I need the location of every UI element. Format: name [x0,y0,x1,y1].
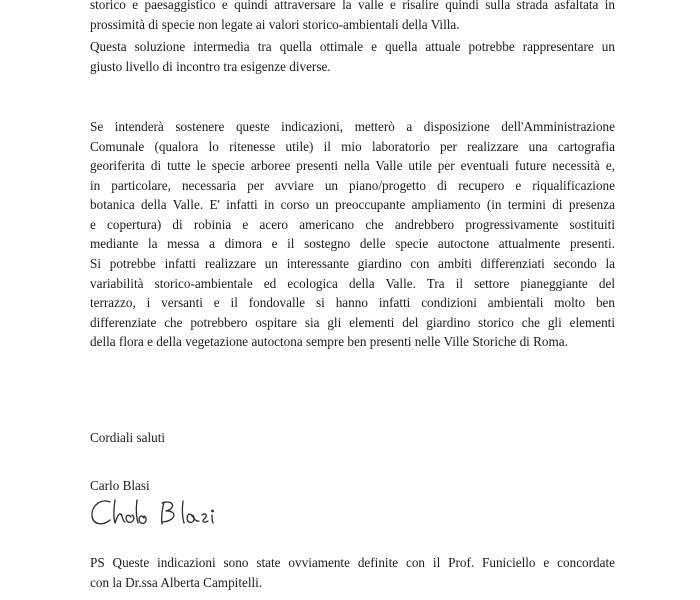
text-line: giusto livello di incontro tra esigenze diverse. [90,58,331,74]
closing-text: Cordiali saluti [90,430,166,445]
text-line: differenziate che potrebbero ospitare sia gli elementi del giardino storico che gli elementi [90,314,615,330]
signer-name: Carlo Blasi [90,478,150,493]
paragraph-solution [90,37,615,76]
text-line: Se intenderà sostenere queste indicazioni, metterò a disposizione dell'Amministrazione [90,119,615,134]
text-line: variabilità storico-ambientale ed ecologica della Valle. Tra il settore pianeggiante del [90,275,615,291]
text-line: mediante la messa a dimora e il sostegno delle specie autoctone attualmente presenti. [90,236,615,251]
text-line: prossimità di specie non legate ai valori storico-ambientali della Villa. [90,16,460,32]
text-line: Questa soluzione intermedia tra quella ottimale e quella attuale potrebbe rappresentare un [90,39,615,54]
paragraph-indications [90,117,615,254]
text-line: PS Queste indicazioni sono state ovviamente definite con il Prof. Funiciello e concordate [90,555,615,570]
text-line: con la Dr.ssa Alberta Campitelli. [90,574,263,590]
paragraph-top [90,0,615,34]
signer-block [90,476,615,496]
text-line: botanica della Valle. E' infatti in corso un preoccupante ampliamento (in termini di presenza [90,197,615,212]
postscript [90,553,615,592]
text-line: Comunale (qualora lo ritenesse utile) il mio laboratorio per realizzare una cartografia [90,138,615,154]
text-line: georiferita di tutte le specie arboree presenti nella Valle utile per eventuali future necessità e, [90,158,615,173]
text-line: e copertura) di robinia e acero americano che andrebbero progressivamente sostituiti [90,216,615,232]
paragraph-garden [90,254,615,352]
text-line: in particolare, necessaria per avviare un piano/progetto di recupero e riqualificazione [90,177,615,193]
text-line: terrazzo, i versanti e il fondovalle si hanno infatti condizioni ambientali molto ben [90,295,615,310]
closing-block [90,428,615,448]
text-line: Si potrebbe infatti realizzare un interessante giardino con ambiti differenziati secondo la [90,256,615,271]
text-line: storico e paesaggistico e quindi attraversare la valle e risalire quindi sulla strada asfaltata in [90,0,615,12]
handwritten-signature [88,494,218,530]
text-line: della flora e della vegetazione autoctona sempre ben presenti nelle Ville Storiche di Roma. [90,334,568,349]
